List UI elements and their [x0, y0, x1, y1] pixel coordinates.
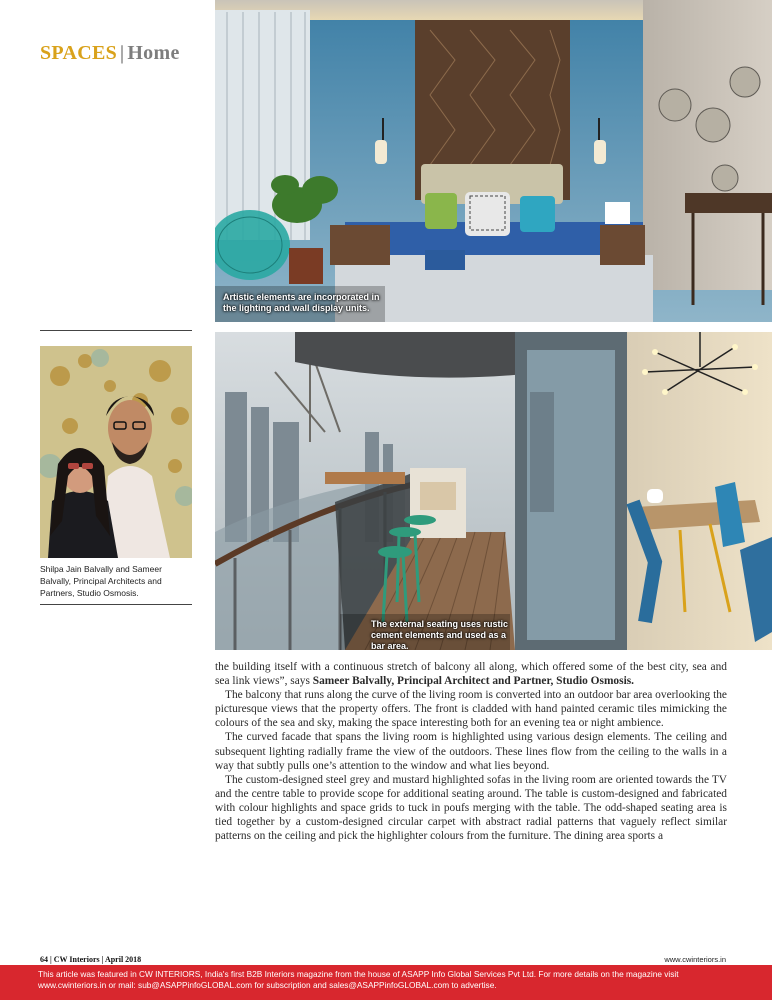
page-number: 64: [40, 955, 48, 964]
article-paragraph: The balcony that runs along the curve of the living room is converted into an outdoor bar area overlooking the picturesque views that the property offers. The front is cladded with hand painted ceramic tiles mimicking the colours of the sea and sky, making the space interesting both for an evening tea or night ambience.: [215, 689, 727, 730]
footer-website[interactable]: www.cwinteriors.in: [664, 955, 726, 964]
article-p1-attribution: Sameer Balvally, Principal Architect and Partner, Studio Osmosis.: [312, 675, 635, 688]
notice-bar: [0, 965, 772, 1000]
profile-photo: [40, 346, 192, 558]
issue-date: April 2018: [104, 955, 142, 964]
section-label: SPACES: [40, 42, 118, 64]
article-paragraph: The curved facade that spans the living room is highlighted using various design elements. The ceiling and subsequent lighting radially frame the view of the outdoors. These lines flow from the ceiling to the walls in a way that subtly pulls one’s attention to the window and what lies beyond.: [215, 731, 727, 772]
article-paragraph: The custom-designed steel grey and mustard highlighted sofas in the living room are oriented towards the TV and the centre table to provide scope for additional seating around. The table is custom-designed and fabricated with colour highlights and space grids to tuck in poufs merging with the table. The odd-shaped seating area is tied together by a custom-designed circular carpet with abstract radial patterns that vaguely reflect similar patterns on the ceiling and pick the highlighter colours from the furniture. The dining area sports a: [215, 773, 727, 843]
section-sub: Home: [127, 42, 180, 64]
page-footer: 64 | CW Interiors | April 2018: [40, 955, 142, 964]
article-body: [215, 660, 727, 843]
section-separator: |: [120, 42, 125, 64]
article-paragraph: [215, 660, 727, 688]
bedroom-caption: Artistic elements are incorporated in the lighting and wall display units.: [223, 292, 380, 313]
profile-rule-bottom: [40, 604, 192, 605]
architects-portrait: [40, 346, 192, 558]
balcony-caption: The external seating uses rustic cement elements and used as a bar area.: [371, 619, 509, 650]
bedroom-illustration: [215, 0, 772, 322]
balcony-illustration: [215, 332, 772, 650]
profile-caption: Shilpa Jain Balvally and Sameer Balvally, Principal Architects and Partners, Studio Osmosis.: [40, 564, 162, 598]
article-p1-text: the building itself with a continuous stretch of balcony all along, which offered some of the best city, sea and sea link views”, says: [215, 661, 727, 688]
balcony-photo: [215, 332, 772, 650]
bedroom-photo: [215, 0, 772, 322]
profile-rule-top: [40, 330, 192, 331]
notice-text: This article was featured in CW INTERIORS, India's first B2B Interiors magazine from the house of ASAPP Info Global Services Pvt Ltd. For more details on the magazine visit www.cwinteriors.in or mail: sub@ASAPPinfoGLOBAL.com for subscription and sales@ASAPPinfoGLOBAL.com to advertise.: [38, 969, 679, 990]
section-header: [40, 42, 180, 65]
magazine-name: CW Interiors: [53, 955, 100, 964]
